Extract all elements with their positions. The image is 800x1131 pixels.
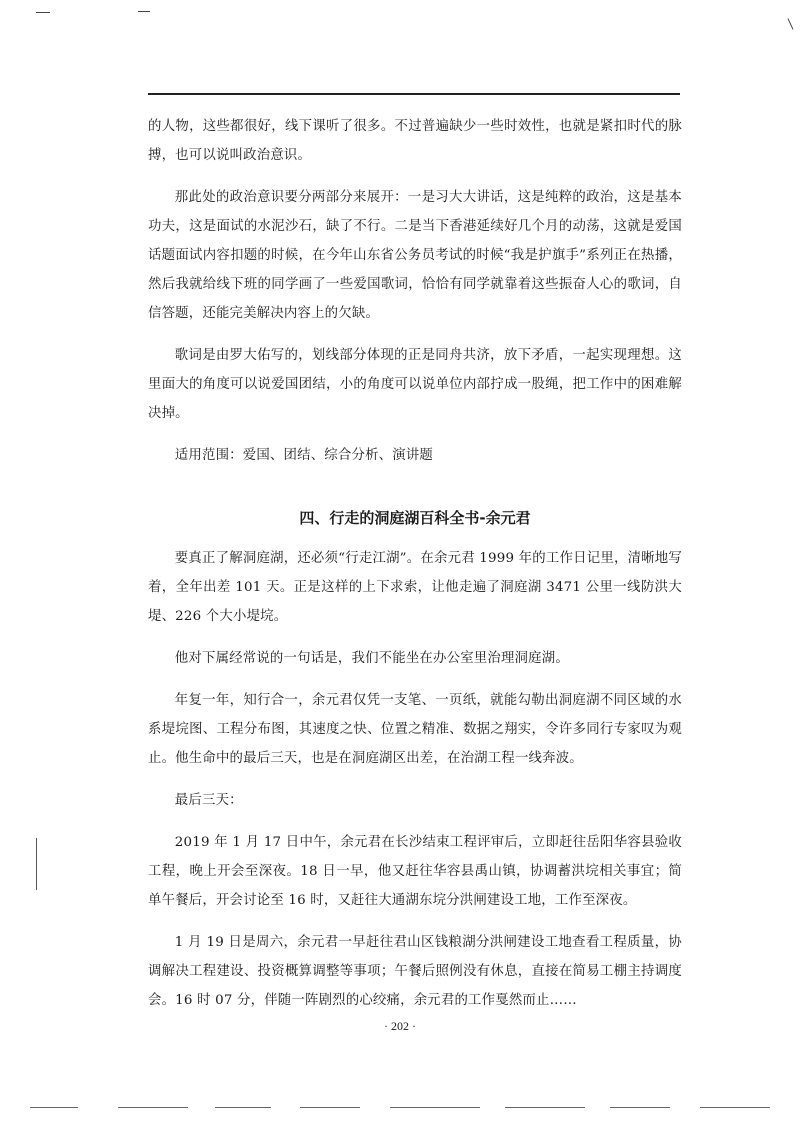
page-number: · 202 · (384, 1019, 416, 1033)
scan-artifact-footer-2 (118, 1107, 188, 1108)
paragraph-2: 那此处的政治意识要分两部分来展开：一是习大大讲话，这是纯粹的政治，这是基本功夫，这是面试的水泥沙石，缺了不行。二是当下香港延续好几个月的动荡，这就是爱国话题面试内容扣题的时候，在今年山东省公务员考试的时候“我是护旗手”系列正在热播，然后我就给线下班的同学画了一些爱国歌词，恰恰有同学就靠着这些振奋人心的歌词，自信答题，还能完美解决内容上的欠缺。 (148, 190, 682, 321)
scan-artifact-top-mid (138, 11, 150, 12)
paragraph-7: 2019 年 1 月 17 日中午，余元君在长沙结束工程评审后，立即赶往岳阳华容县验收工程，晚上开会至深夜。18 日一早，他又赶往华容县禹山镇，协调蓄洪垸相关事宜；简单午餐后，开会讨论至 16 时，又赶往大通湖东垸分洪闸建设工地，工作至深夜。 (148, 835, 682, 908)
paragraph-8: 1 月 19 日是周六，余元君一早赶往君山区钱粮湖分洪闸建设工地查看工程质量，协调解决工程建设、投资概算调整等事项；午餐后照例没有休息，直接在简易工棚主持调度会。16 时 07 分，伴随一阵剧烈的心绞痛，余元君的工作戛然而止…… (148, 935, 682, 1008)
paragraph-scope: 适用范围：爱国、团结、综合分析、演讲题 (174, 448, 434, 463)
section-heading: 四、行走的洞庭湖百科全书-余元君 (299, 509, 531, 527)
paragraph-6: 年复一年，知行合一，余元君仅凭一支笔、一页纸，就能勾勒出洞庭湖不同区域的水系堤垸图、工程分布图，其速度之快、位置之精准、数据之翔实，令许多同行专家叹为观止。他生命中的最后三天，也是在洞庭湖区出差，在治湖工程一线奔波。 (148, 693, 682, 766)
scan-artifact-footer-4 (300, 1107, 360, 1108)
page-content (148, 112, 682, 1028)
scan-artifact-footer-8 (700, 1107, 770, 1108)
paragraph-1: 的人物，这些都很好，线下课听了很多。不过普遍缺少一些时效性，也就是紧扣时代的脉搏，也可以说叫政治意识。 (148, 119, 682, 163)
paragraph-5: 他对下属经常说的一句话是，我们不能坐在办公室里治理洞庭湖。 (174, 651, 569, 666)
scan-artifact-top-right (788, 18, 794, 29)
header-rule (148, 93, 680, 95)
scan-artifact-footer-3 (215, 1107, 271, 1108)
paragraph-3: 歌词是由罗大佑写的，划线部分体现的正是同舟共济，放下矛盾，一起实现理想。这里面大的角度可以说爱国团结，小的角度可以说单位内部拧成一股绳，把工作中的困难解决掉。 (148, 348, 682, 421)
scan-artifact-left-margin-line (36, 838, 37, 890)
paragraph-4: 要真正了解洞庭湖，还必须“行走江湖”。在余元君 1999 年的工作日记里，清晰地写着，全年出差 101 天。正是这样的上下求索，让他走遍了洞庭湖 3471 公里一线防洪大堤、226 个大小堤垸。 (148, 551, 682, 624)
paragraph-last-three-days: 最后三天： (174, 793, 243, 808)
scan-artifact-footer-6 (505, 1107, 585, 1108)
scan-artifact-footer-7 (610, 1107, 670, 1108)
scan-artifact-footer-1 (30, 1107, 78, 1108)
scan-artifact-footer-5 (390, 1107, 480, 1108)
scan-artifact-top-left (36, 12, 50, 13)
